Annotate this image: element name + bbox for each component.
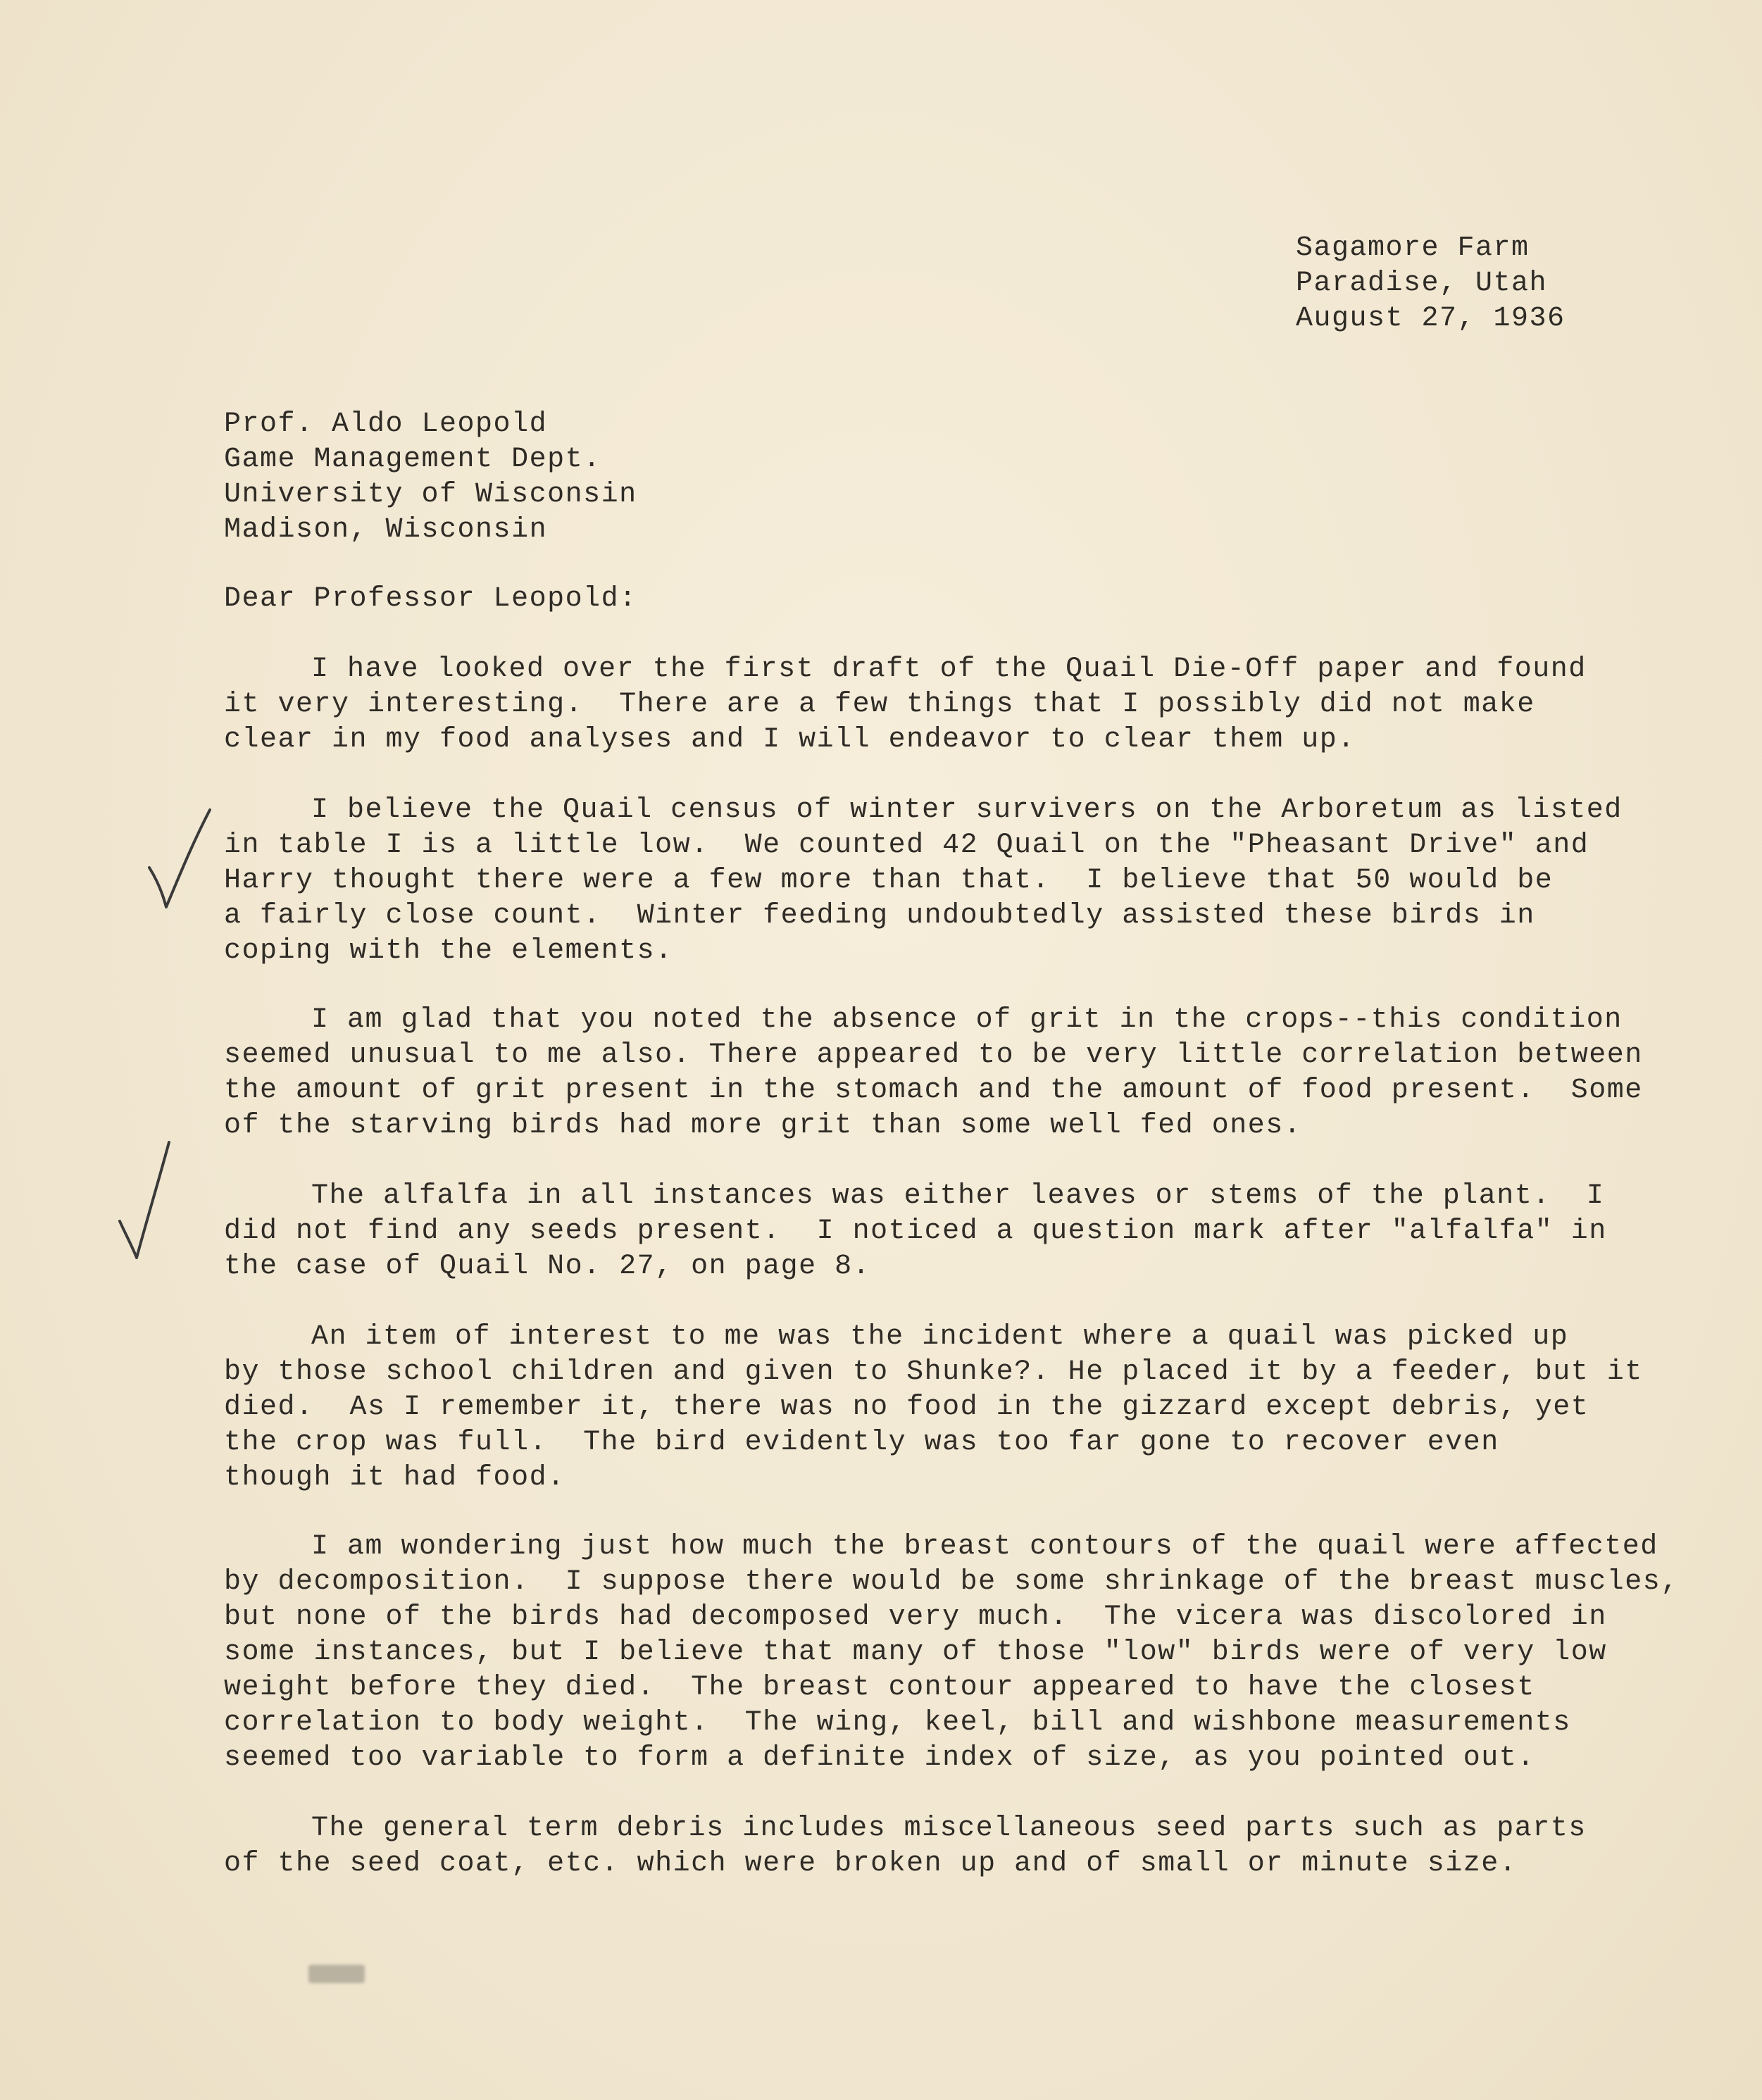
paragraph-line: the amount of grit present in the stomach and the amount of food present. Some <box>224 1075 1643 1106</box>
paragraph-line: by decomposition. I suppose there would be some shrinkage of the breast muscles, <box>224 1566 1679 1598</box>
paragraph-line: but none of the birds had decomposed very much. The vicera was discolored in <box>224 1601 1607 1633</box>
sender-line: Paradise, Utah <box>1296 268 1548 299</box>
paragraph-line: in table I is a little low. We counted 42 Quail on the "Pheasant Drive" and <box>224 830 1589 861</box>
ink-smudge <box>308 1965 365 1983</box>
sender-address <box>1296 231 1566 337</box>
paragraph-line: died. As I remember it, there was no food in the gizzard except debris, yet <box>224 1392 1589 1423</box>
paragraph-line: though it had food. <box>224 1462 566 1494</box>
sender-date: August 27, 1936 <box>1296 303 1566 335</box>
salutation: Dear Professor Leopold: <box>224 583 637 615</box>
paragraph-line: I am wondering just how much the breast contours of the quail were affected <box>311 1531 1658 1563</box>
paragraph-line: correlation to body weight. The wing, keel, bill and wishbone measurements <box>224 1707 1571 1739</box>
paragraph-line: the crop was full. The bird evidently was too far gone to recover even <box>224 1427 1499 1458</box>
paragraph-line: coping with the elements. <box>224 935 673 967</box>
paragraph-1 <box>224 652 1587 758</box>
paragraph-line: I have looked over the first draft of the Quail Die-Off paper and found <box>311 654 1587 685</box>
recipient-line: Prof. Aldo Leopold <box>224 408 548 440</box>
paragraph-5 <box>224 1320 1643 1496</box>
paragraph-3 <box>224 1003 1643 1144</box>
paragraph-line: I am glad that you noted the absence of grit in the crops--this condition <box>311 1004 1623 1036</box>
paragraph-line: a fairly close count. Winter feeding undoubtedly assisted these birds in <box>224 900 1535 932</box>
check-mark-icon <box>113 1137 190 1263</box>
paragraph-line: the case of Quail No. 27, on page 8. <box>224 1251 871 1282</box>
paragraph-4 <box>224 1179 1607 1285</box>
sender-line: Sagamore Farm <box>1296 232 1530 264</box>
paragraph-line: of the seed coat, etc. which were broken up and of small or minute size. <box>224 1848 1518 1880</box>
paragraph-line: seemed too variable to form a definite index of size, as you pointed out. <box>224 1742 1535 1774</box>
paragraph-2 <box>224 793 1623 969</box>
paragraph-line: The general term debris includes miscellaneous seed parts such as parts <box>311 1813 1587 1844</box>
paragraph-7 <box>224 1811 1587 1882</box>
paragraph-line: did not find any seeds present. I noticed a question mark after "alfalfa" in <box>224 1215 1607 1247</box>
paragraph-line: it very interesting. There are a few things that I possibly did not make <box>224 689 1535 720</box>
paragraph-line: clear in my food analyses and I will endeavor to clear them up. <box>224 724 1356 756</box>
paragraph-line: seemed unusual to me also. There appeared to be very little correlation between <box>224 1039 1643 1071</box>
paragraph-line: of the starving birds had more grit than some well fed ones. <box>224 1110 1302 1142</box>
paragraph-line: An item of interest to me was the incident where a quail was picked up <box>311 1321 1569 1353</box>
paragraph-line: some instances, but I believe that many of those "low" birds were of very low <box>224 1637 1607 1668</box>
recipient-line: Madison, Wisconsin <box>224 514 548 546</box>
paragraph-line: Harry thought there were a few more than that. I believe that 50 would be <box>224 865 1554 896</box>
recipient-address <box>224 407 637 548</box>
recipient-line: Game Management Dept. <box>224 444 601 475</box>
check-mark-icon <box>141 803 218 915</box>
paragraph-line: I believe the Quail census of winter survivers on the Arboretum as listed <box>311 794 1623 826</box>
paragraph-6 <box>224 1530 1679 1776</box>
paragraph-line: weight before they died. The breast contour appeared to have the closest <box>224 1672 1535 1704</box>
recipient-line: University of Wisconsin <box>224 479 637 511</box>
paragraph-line: by those school children and given to Shunke?. He placed it by a feeder, but it <box>224 1356 1643 1388</box>
paragraph-line: The alfalfa in all instances was either leaves or stems of the plant. I <box>311 1180 1605 1212</box>
